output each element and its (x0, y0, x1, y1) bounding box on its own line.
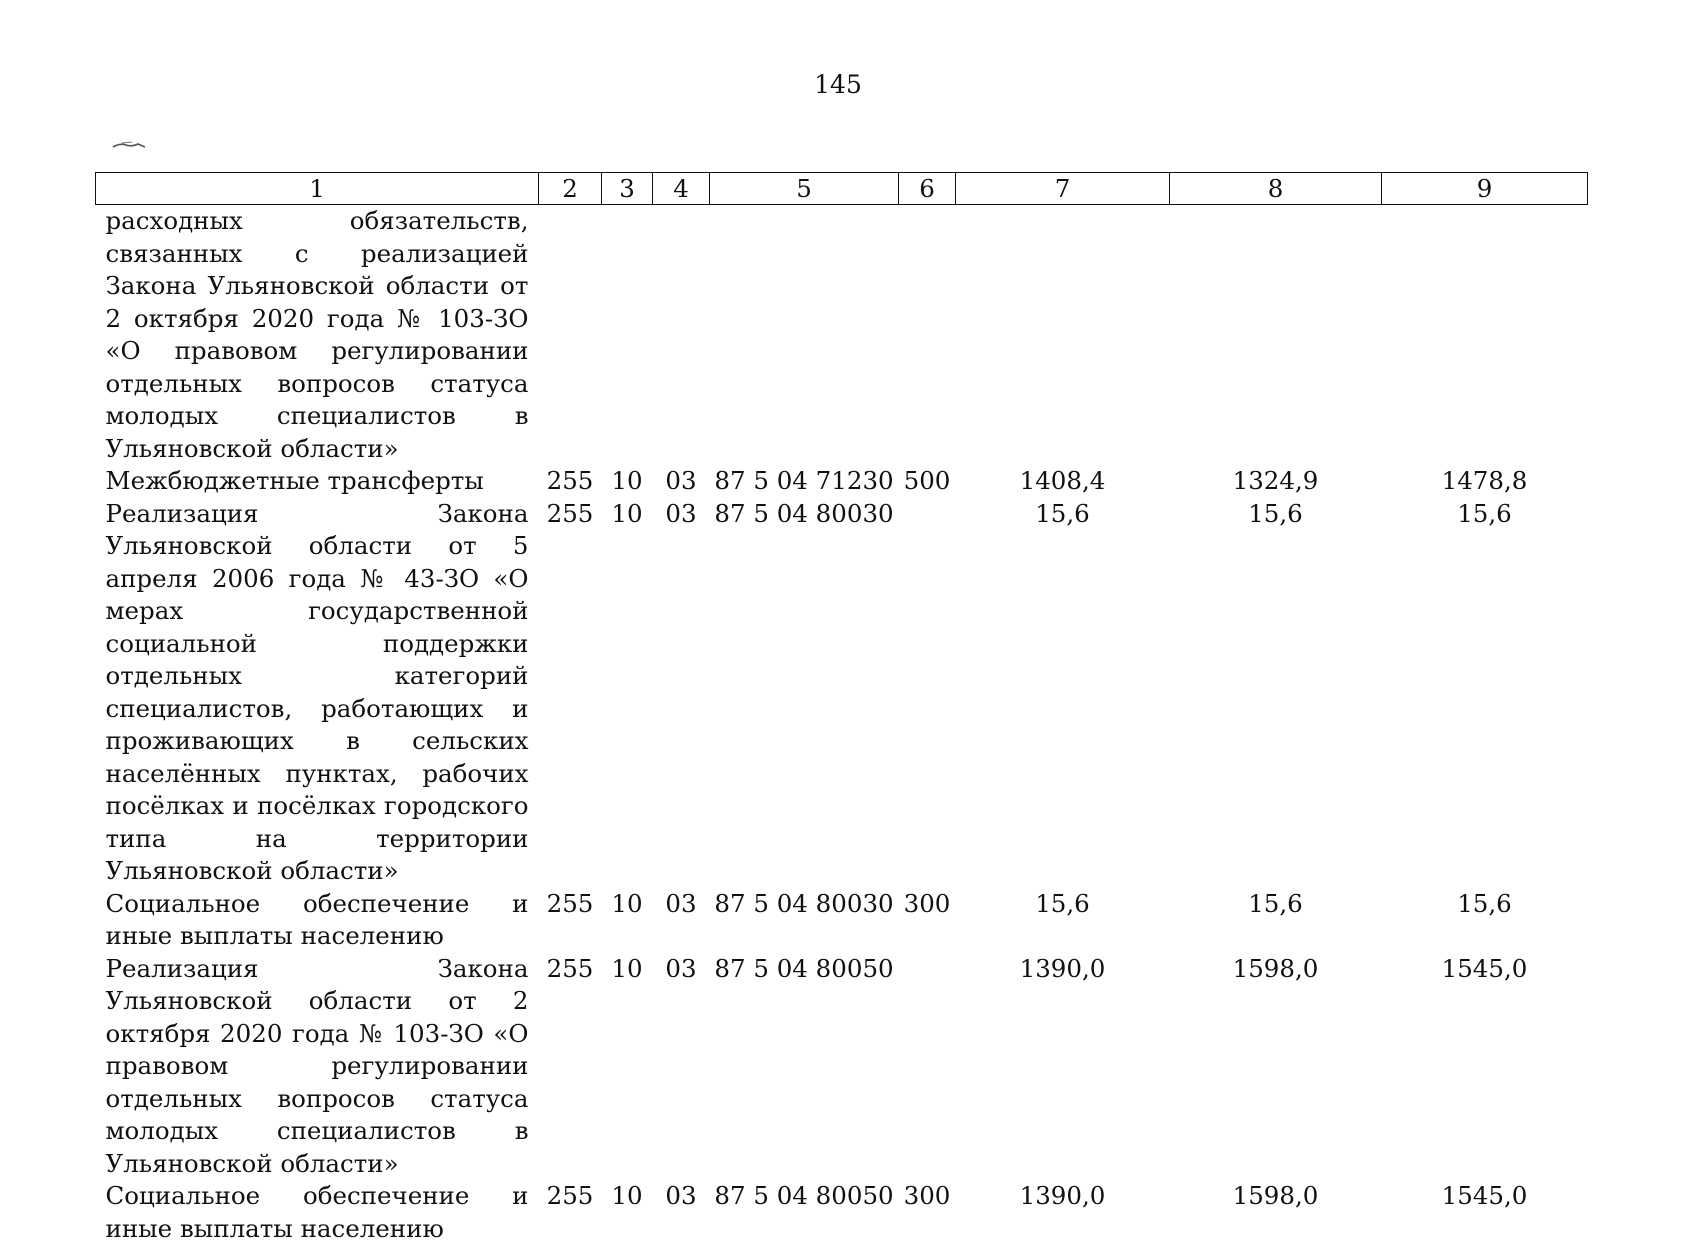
cell-subsection: 03 (665, 466, 697, 495)
row-name: Социальное обеспечение и иные выплаты населению (105, 888, 529, 950)
column-header-7: 7 (956, 173, 1170, 205)
cell-expense-type (899, 498, 956, 888)
cell-target-article: 87 5 04 80030 (714, 498, 894, 528)
cell-amount-9: 1478,8 (1441, 466, 1528, 495)
cell-subsection: 03 (665, 888, 697, 918)
cell-amount-8: 1598,0 (1232, 953, 1319, 983)
table-row (96, 498, 1588, 888)
cell-admin-code: 255 (546, 953, 594, 983)
column-header-8: 8 (1170, 173, 1382, 205)
cell-amount-7: 1390,0 (1019, 1181, 1106, 1210)
column-header-5: 5 (710, 173, 899, 205)
cell-section: 10 (611, 953, 643, 983)
cell-section: 10 (611, 888, 643, 918)
cell-target-article: 87 5 04 80030 (714, 888, 894, 918)
column-header-3: 3 (602, 173, 653, 205)
cell-subsection (653, 205, 710, 466)
row-name: Реализация Закона Ульяновской области от 2 октября 2020 года № 103-ЗО «О правовом регулировании отдельных вопросов статуса молодых специалистов в Ульяновской области» (105, 953, 529, 1178)
cell-amount-7: 15,6 (1035, 888, 1090, 918)
cell-admin-code (539, 205, 602, 466)
row-name: расходных обязательств, связанных с реализацией Закона Ульяновской области от 2 октября 2020 года № 103-ЗО «О правовом регулировании отдельных вопросов статуса молодых специалистов в Ульяновской области» (105, 206, 529, 463)
cell-target-article: 87 5 04 80050 (714, 953, 894, 983)
cell-amount-9: 15,6 (1457, 888, 1512, 918)
cell-amount-9 (1382, 205, 1588, 466)
cell-amount-9: 15,6 (1457, 498, 1512, 528)
cell-section (602, 205, 653, 466)
cell-amount-7: 15,6 (1035, 498, 1090, 528)
cell-amount-8: 15,6 (1248, 888, 1303, 918)
cell-section: 10 (611, 498, 643, 528)
cell-admin-code: 255 (546, 888, 594, 918)
cell-expense-type: 500 (903, 466, 951, 495)
cell-subsection: 03 (665, 498, 697, 528)
cell-amount-8: 1598,0 (1232, 1181, 1319, 1210)
cell-subsection: 03 (665, 1181, 697, 1210)
column-header-2: 2 (539, 173, 602, 205)
row-name: Реализация Закона Ульяновской области от 5 апреля 2006 года № 43-ЗО «О мерах государственной социальной поддержки отдельных категорий специалистов, работающих и проживающих в сельских населённых пунктах, рабочих посёлках и посёлках городского типа на территории Ульяновской области» (105, 498, 529, 885)
table-row (96, 205, 1588, 466)
table-row (96, 888, 1588, 953)
cell-amount-9: 1545,0 (1441, 1181, 1528, 1210)
cell-target-article: 87 5 04 71230 (714, 466, 894, 495)
cell-target-article: 87 5 04 80050 (714, 1181, 894, 1210)
table-row (96, 465, 1588, 498)
column-header-9: 9 (1382, 173, 1588, 205)
cell-amount-7 (956, 205, 1170, 466)
cell-section: 10 (611, 1181, 643, 1210)
cell-expense-type: 300 (903, 888, 951, 918)
row-name: Межбюджетные трансферты (105, 466, 484, 495)
cell-amount-8: 1324,9 (1232, 466, 1319, 495)
cell-amount-9: 1545,0 (1441, 953, 1528, 983)
cell-admin-code: 255 (546, 1181, 594, 1210)
row-name: Социальное обеспечение и иные выплаты населению (105, 1181, 529, 1243)
cell-expense-type (899, 953, 956, 1181)
cell-target-article (710, 205, 899, 466)
cell-expense-type: 300 (903, 1181, 951, 1210)
cell-amount-7: 1390,0 (1019, 953, 1106, 983)
cell-amount-8 (1170, 205, 1382, 466)
table-row (96, 1180, 1588, 1245)
cell-subsection: 03 (665, 953, 697, 983)
column-header-4: 4 (653, 173, 710, 205)
budget-table (95, 172, 1588, 1245)
cell-section: 10 (611, 466, 643, 495)
cell-admin-code: 255 (546, 466, 594, 495)
cell-expense-type (899, 205, 956, 466)
column-header-1: 1 (96, 173, 539, 205)
header-row (96, 173, 1588, 205)
column-header-6: 6 (899, 173, 956, 205)
table-row (96, 953, 1588, 1181)
cell-admin-code: 255 (546, 498, 594, 528)
cell-amount-8: 15,6 (1248, 498, 1303, 528)
page-number: 145 (814, 70, 862, 99)
scan-mark-icon (112, 140, 146, 150)
cell-amount-7: 1408,4 (1019, 466, 1106, 495)
